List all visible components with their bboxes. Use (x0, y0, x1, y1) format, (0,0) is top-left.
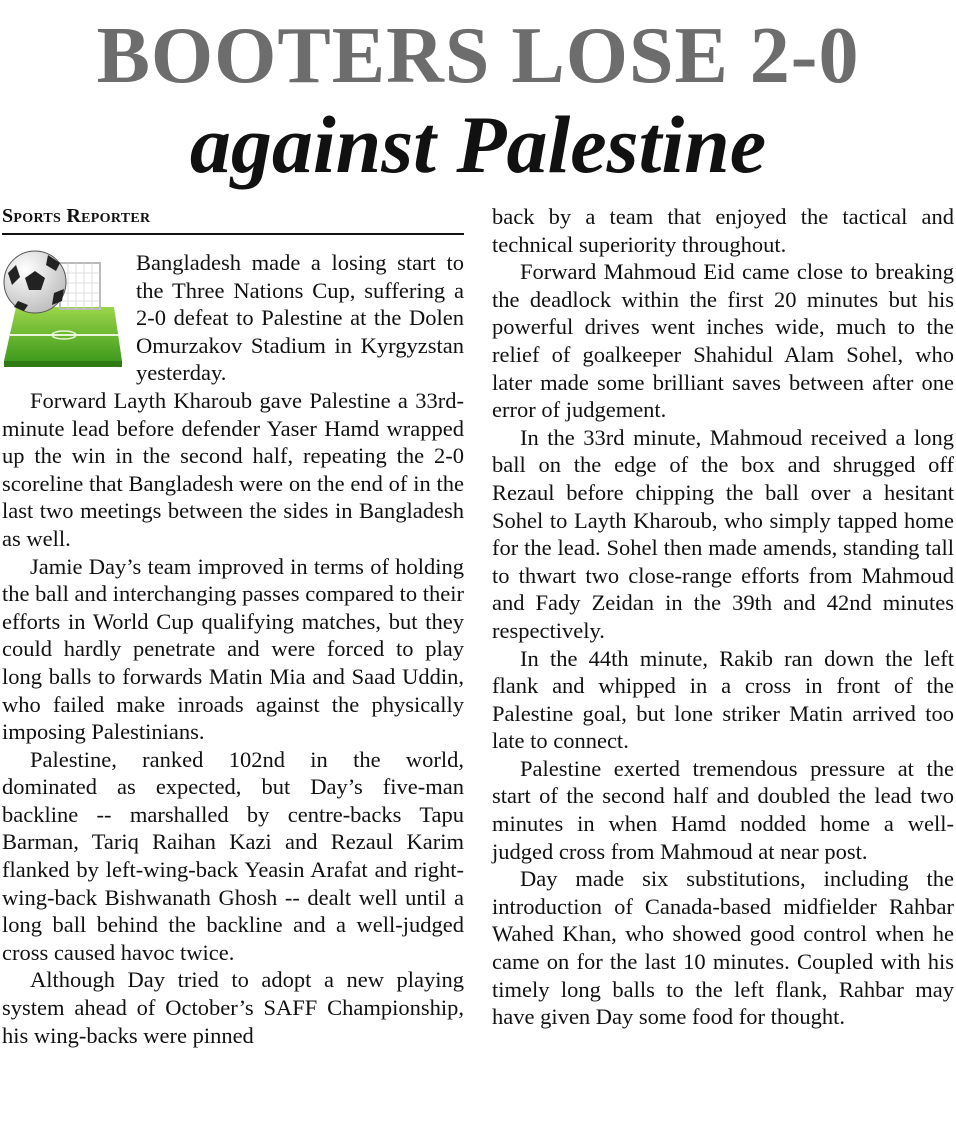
paragraph: Forward Layth Kharoub gave Palestine a 33rd-minute lead before defender Yaser Hamd wrapped up the win in the second half, repeating the 2-0 scoreline that Bangladesh were on the end of in the last two meetings between the sides in Bangladesh as well. (2, 387, 464, 551)
paragraph: Bangladesh made a losing start to the Three Nations Cup, suffering a 2-0 defeat to Palestine at the Dolen Omurzakov Stadium in Kyrgyzstan yesterday. (136, 250, 464, 386)
headline-sub: against Palestine (189, 99, 767, 190)
right-column (492, 203, 954, 1031)
paragraph: In the 44th minute, Rakib ran down the left flank and whipped in a cross in front of the Palestine goal, but lone striker Matin arrived too late to connect. (492, 645, 954, 754)
soccer-ball-goal-icon (2, 249, 124, 369)
paragraph: Although Day tried to adopt a new playing system ahead of October’s SAFF Championship, his wing-backs were pinned (2, 967, 464, 1048)
paragraph: In the 33rd minute, Mahmoud received a long ball on the edge of the box and shrugged off Rezaul before chipping the ball over a hesitant Sohel to Layth Kharoub, who simply tapped home for the lead. Sohel then made amends, standing tall to thwart two close-range efforts from Mahmoud and Fady Zeidan in the 39th and 42nd minutes respectively. (492, 424, 954, 643)
paragraph: Forward Mahmoud Eid came close to breaking the deadlock within the first 20 minutes but his powerful drives went inches wide, much to the relief of goalkeeper Shahidul Alam Sohel, who later made some brilliant saves between after one error of judgement. (492, 259, 954, 423)
paragraph: Palestine, ranked 102nd in the world, dominated as expected, but Day’s five-man backline -- marshalled by centre-backs Tapu Barman, Tariq Raihan Kazi and Rezaul Karim flanked by left-wing-back Yeasin Arafat and right-wing-back Bishwanath Ghosh -- dealt well until a long ball behind the backline and a well-judged cross caused havoc twice. (2, 746, 464, 965)
left-column (2, 203, 464, 1049)
paragraph: Jamie Day’s team improved in terms of holding the ball and interchanging passes compared to their efforts in World Cup qualifying matches, but they could hardly penetrate and were forced to play long balls to forwards Matin Mia and Saad Uddin, who failed make inroads against the physically imposing Palestinians. (2, 553, 464, 745)
headline (0, 14, 956, 188)
byline: Sports Reporter (2, 205, 151, 227)
byline-divider (2, 233, 464, 235)
paragraph: Palestine exerted tremendous pressure at the start of the second half and doubled the lead two minutes in when Hamd nodded home a well-judged cross from Mahmoud at near post. (492, 755, 954, 864)
paragraph: Day made six substitutions, including the introduction of Canada-based midfielder Rahbar Wahed Khan, who showed good control when he came on for the last 10 minutes. Coupled with his timely long balls to the left flank, Rahbar may have given Day some food for thought. (492, 866, 954, 1030)
paragraph: back by a team that enjoyed the tactical and technical superiority throughout. (492, 204, 954, 257)
headline-main: BOOTERS LOSE 2-0 (96, 12, 860, 100)
